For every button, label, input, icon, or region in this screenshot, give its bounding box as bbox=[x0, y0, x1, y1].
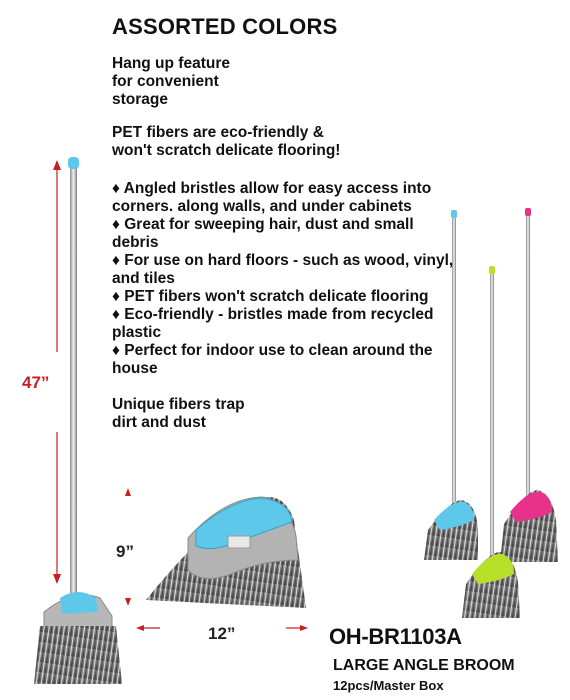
height-dimension-label: 9” bbox=[116, 542, 134, 561]
broom-variant-green bbox=[462, 266, 520, 618]
variant-handle bbox=[526, 214, 530, 500]
broom-head-closeup bbox=[146, 497, 306, 608]
closeup-label bbox=[228, 536, 250, 548]
feature-bullet: ♦ Great for sweeping hair, dust and small debris bbox=[112, 216, 414, 251]
main-broom bbox=[34, 157, 122, 684]
handle-hang-cap bbox=[68, 157, 79, 169]
feature-bullet: ♦ PET fibers won't scratch delicate flooring bbox=[112, 288, 429, 305]
length-dimension-label: 47” bbox=[22, 373, 50, 392]
feature-bullet: ♦ For use on hard floors - such as wood, vinyl, and tiles bbox=[112, 252, 454, 287]
width-dimension-label: 12” bbox=[208, 624, 236, 643]
broom-handle bbox=[70, 164, 77, 604]
pack-info: 12pcs/Master Box bbox=[333, 678, 444, 693]
broom-bristles bbox=[34, 626, 122, 684]
variant-cap bbox=[489, 266, 495, 274]
variant-handle bbox=[490, 272, 494, 560]
length-dimension-arrows bbox=[53, 160, 61, 584]
broom-variant-pink bbox=[500, 208, 558, 562]
feature-bullet: ♦ Eco-friendly - bristles made from recycled plastic bbox=[112, 306, 434, 341]
feature-pet-fibers: PET fibers are eco-friendly & won't scratch delicate flooring! bbox=[112, 124, 341, 159]
feature-bullet: ♦ Angled bristles allow for easy access into corners. along walls, and under cabinets bbox=[112, 180, 432, 215]
feature-bullet-list bbox=[112, 180, 462, 378]
feature-bullet: ♦ Perfect for indoor use to clean around the house bbox=[112, 342, 433, 377]
feature-unique-fibers: Unique fibers trap dirt and dust bbox=[112, 396, 245, 431]
headline: ASSORTED COLORS bbox=[112, 14, 338, 39]
feature-hang-up: Hang up feature for convenient storage bbox=[112, 55, 230, 108]
variant-cap bbox=[525, 208, 531, 216]
product-name: LARGE ANGLE BROOM bbox=[333, 657, 515, 674]
model-number: OH-BR1103A bbox=[329, 624, 462, 649]
